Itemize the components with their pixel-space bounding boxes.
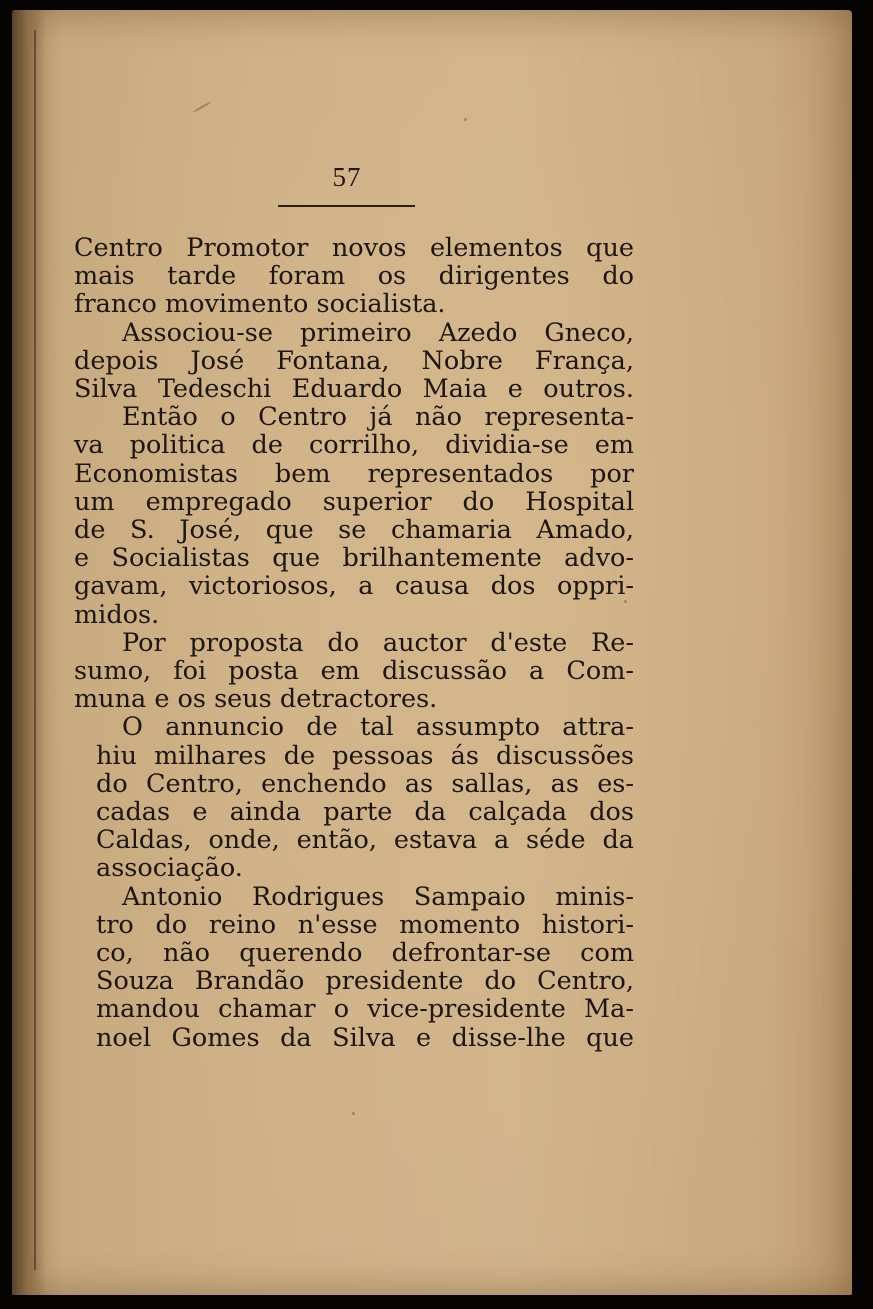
book-page xyxy=(12,10,852,1295)
text-line: mais tarde foram os dirigentes do xyxy=(74,261,634,292)
text-line: do Centro, enchendo as sallas, as es- xyxy=(96,768,634,799)
text-line: Associou-se primeiro Azedo Gneco, xyxy=(122,317,634,348)
text-line: cadas e ainda parte da calçada dos xyxy=(96,797,634,828)
text-line: Então o Centro já não representa- xyxy=(122,402,634,433)
text-line: gavam, victoriosos, a causa dos oppri- xyxy=(74,571,634,602)
text-line: depois José Fontana, Nobre França, xyxy=(74,345,634,376)
text-line: Economistas bem representados por xyxy=(74,458,634,489)
text-line: noel Gomes da Silva e disse-lhe que xyxy=(96,1022,634,1053)
paper-stain xyxy=(193,101,211,113)
paper-stain xyxy=(352,1112,355,1115)
text-line: Souza Brandão presidente do Centro, xyxy=(96,966,634,997)
text-line: Antonio Rodrigues Sampaio minis- xyxy=(122,881,634,912)
text-line: e Socialistas que brilhantemente advo- xyxy=(74,543,634,574)
text-line: sumo, foi posta em discussão a Com- xyxy=(74,656,634,687)
text-line: va politica de corrilho, dividia-se em xyxy=(74,430,634,461)
text-line: hiu milhares de pessoas ás discussões xyxy=(96,740,634,771)
text-line: mandou chamar o vice-presidente Ma- xyxy=(96,994,634,1025)
text-line: associação. xyxy=(96,853,243,884)
body-text xyxy=(74,234,634,1052)
page-number: 57 xyxy=(332,162,362,192)
text-line: um empregado superior do Hospital xyxy=(74,486,634,517)
text-line: co, não querendo defrontar-se com xyxy=(96,938,634,969)
paper-stain xyxy=(464,118,467,121)
binding-edge xyxy=(34,30,36,1270)
page-gutter-shadow xyxy=(12,10,46,1295)
text-line: Caldas, onde, então, estava a séde da xyxy=(96,825,634,856)
header-rule xyxy=(278,205,415,207)
text-line: Centro Promotor novos elementos que xyxy=(74,233,634,263)
text-line: O annuncio de tal assumpto attra- xyxy=(122,712,634,743)
text-line: muna e os seus detractores. xyxy=(74,684,438,715)
text-line: midos. xyxy=(74,599,160,630)
text-line: Silva Tedeschi Eduardo Maia e outros. xyxy=(74,374,634,405)
text-line: Por proposta do auctor d'este Re- xyxy=(122,627,634,658)
text-line: franco movimento socialista. xyxy=(74,289,446,320)
text-line: tro do reino n'esse momento histori- xyxy=(96,909,634,940)
text-line: de S. José, que se chamaria Amado, xyxy=(74,515,634,546)
